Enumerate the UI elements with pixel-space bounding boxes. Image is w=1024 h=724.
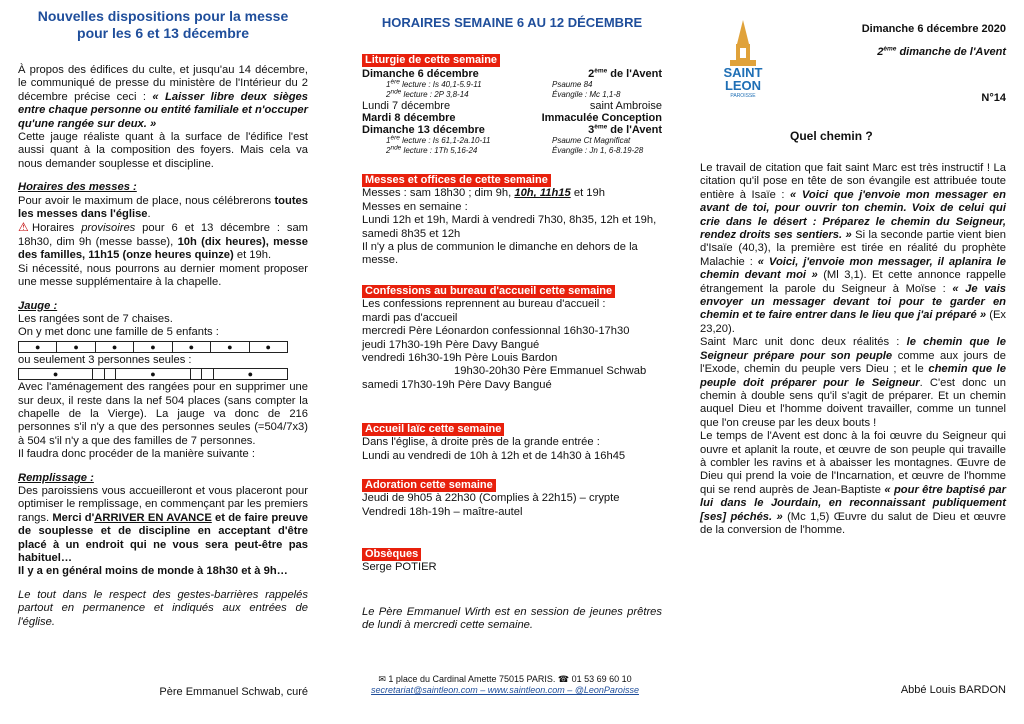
- ador-line-1: Jeudi de 9h05 à 22h30 (Complies à 22h15) – crypte: [362, 492, 620, 505]
- messes-line-4: Il n'y a plus de communion le dimanche en dehors de la messe.: [362, 241, 638, 267]
- messes-line-2: Messes en semaine :: [362, 200, 468, 213]
- saint-leon-logo: [718, 20, 768, 98]
- lit-date: Mardi 8 décembre: [362, 112, 456, 124]
- remp-text: Des paroissiens vous accueilleront et vous placeront pour optimiser le remplissage, en commençant par les premiers rangs.: [18, 484, 308, 524]
- issue-date: Dimanche 6 décembre 2020: [861, 23, 1006, 35]
- conf-line: Les confessions reprennent au bureau d'accueil :: [362, 298, 606, 311]
- horaires-paragraph-3: Si nécessité, nous pourrons au dernier moment proposer une messe supplémentaire à la chapelle.: [18, 262, 308, 289]
- adoration-title: Adoration cette semaine: [362, 479, 496, 492]
- p1c: Si la seconde partie vient bien d'Isaïe (40,3), la première est tirée en réalité du prophète Malachie :: [700, 229, 1006, 268]
- right-header: [806, 22, 1006, 59]
- lit-readings: [362, 136, 662, 146]
- p3b: « pour être baptisé par lui dans le Jourdain, en reconnaissant publiquement [ses] péchés. »: [700, 483, 1006, 523]
- ord-sup: ère: [390, 78, 400, 86]
- middle-heading: HORAIRES SEMAINE 6 AU 12 DÉCEMBRE: [381, 15, 643, 30]
- p3a: Le temps de l'Avent est donc à la foi œuvre du Seigneur qui ouvre et aplanit la route, et œuvre de son peuple qui travaille à combler les ravins et à abaisser les montagnes. Œuvre de Dieu qui prend la voie de l'Incarnation, et œuvre de l'homme qui se rend auprès de Jean-Baptiste: [700, 430, 1006, 496]
- jauge-paragraph-2: Il faudra donc procéder de la manière suivante :: [18, 448, 255, 461]
- footer-address: ✉ 1 place du Cardinal Amette 75015 PARIS. ☎ 01 53 69 60 10: [378, 674, 632, 684]
- ord-sup: nde: [390, 144, 402, 152]
- messes-line-1: [362, 187, 662, 200]
- seat-cell: ●: [213, 369, 287, 380]
- seat-cell: ●: [19, 341, 57, 352]
- accueil-section: [362, 423, 662, 463]
- editorial-p1: [700, 162, 1006, 336]
- lit-sup: ème: [594, 123, 608, 131]
- conf-line: vendredi 16h30-19h Père Louis Bardon: [362, 352, 558, 365]
- editorial-title: Quel chemin ?: [790, 129, 873, 143]
- messes-section: [362, 174, 662, 268]
- messes-title: Messes et offices de cette semaine: [362, 174, 551, 187]
- left-signature: Père Emmanuel Schwab, curé: [159, 686, 308, 698]
- liturgie-title: Liturgie de cette semaine: [362, 54, 500, 67]
- psalm: Psaume 84: [552, 80, 593, 89]
- ord: 1: [386, 136, 391, 145]
- seat-cell: ●: [172, 341, 210, 352]
- ador-line-2: Vendredi 18h-19h – maître-autel: [362, 505, 523, 518]
- p3c: (Mc 1,5) Œuvre du salut de Dieu et œuvre de la conversion de l'homme.: [700, 510, 1006, 536]
- lit-readings: [362, 146, 662, 156]
- accueil-title: Accueil laïc cette semaine: [362, 423, 504, 436]
- logo-paroisse: PAROISSE: [730, 93, 756, 98]
- messes-line-3: Lundi 12h et 19h, Mardi à vendredi 7h30, 8h35, 12h et 19h, samedi 8h35 et 12h: [362, 214, 657, 240]
- footer: [340, 674, 670, 696]
- seat-cell: ●: [95, 341, 133, 352]
- intro-paragraph: [18, 64, 308, 131]
- seat-cell: ●: [57, 341, 95, 352]
- p1g: (Ex 23,20).: [700, 309, 1006, 335]
- obseques-section: [362, 548, 662, 575]
- horaires-sched-prov: provisoires: [81, 222, 136, 235]
- editorial-p3: [700, 430, 1006, 537]
- horaires-paragraph: [18, 195, 308, 222]
- jauge-paragraph: Avec l'aménagement des rangées pour en supprimer une sur deux, il reste dans la nef 504 places (sans compter la chapelle de la Vierge). La jauge va donc de 216 personnes s'il n'y a que des personnes seules (=504/7x3) à 504 s'il n'y a que des familles de 7 personnes.: [18, 381, 308, 447]
- editorial-body: [700, 162, 1006, 537]
- confessions-title: Confessions au bureau d'accueil cette semaine: [362, 285, 615, 298]
- lit-day-4: [362, 124, 662, 136]
- lit-day-3: [362, 112, 662, 124]
- seat-cell: [202, 369, 214, 380]
- horaires-bold: toutes les messes dans l'église: [18, 194, 308, 221]
- lit-name: [588, 124, 662, 136]
- accueil-line-1: Dans l'église, à droite près de la grande entrée :: [362, 436, 600, 449]
- gospel: Évangile : Jn 1, 6-8.19-28: [552, 146, 644, 155]
- lit-name: [588, 68, 662, 80]
- ord-sup: nde: [390, 88, 402, 96]
- messes-c: et 19h: [570, 187, 605, 200]
- reading: lecture : Is 61,1-2a.10-11: [402, 136, 491, 145]
- conf-line: mercredi Père Léonardon confessionnal 16h30-17h30: [362, 325, 630, 338]
- lit-day-2: [362, 100, 662, 112]
- accueil-line-2: Lundi au vendredi de 10h à 12h et de 14h30 à 16h45: [362, 449, 626, 462]
- p1a: Le travail de citation que fait saint Marc est très instructif ! La citation qu'il pose en tête de son évangile est attribuée toute entière à Isaïe :: [700, 162, 1006, 201]
- lit-name-text: de l'Avent: [607, 124, 662, 136]
- seat-cell: ●: [116, 369, 190, 380]
- jauge-heading: Jauge :: [18, 299, 58, 312]
- horaires-heading: Horaires des messes :: [18, 181, 137, 194]
- closing-paragraph: Le tout dans le respect des gestes-barrières rappelés partout en permanence et indiqués aux entrées de l'église.: [18, 588, 308, 628]
- ord: 1: [386, 80, 391, 89]
- reading: lecture : 1Th 5,16-24: [403, 146, 478, 155]
- lit-day-1: [362, 68, 662, 80]
- p2a: Saint Marc unit donc deux réalités :: [700, 336, 907, 349]
- p2c: comme aux jours de l'Exode, chemin du peuple vers Dieu ; et le: [700, 349, 1006, 376]
- adoration-section: [362, 479, 662, 519]
- lit-date: Dimanche 13 décembre: [362, 124, 485, 136]
- warning-icon: ⚠: [18, 220, 29, 235]
- gospel: Évangile : Mc 1,1-8: [552, 90, 621, 99]
- remp-bold-3: et de faire preuve de souplesse et de discipline en acceptant d'être placé à un endroit qui ne vous sera peut-être pas habituel…: [18, 511, 309, 564]
- p1e: (Ml 3,1). Et cette annonce rappelle étrangement la parole du Seigneur à Moïse :: [700, 269, 1006, 295]
- p1d: « Voici, j'envoie mon messager, il aplanira le chemin devant moi »: [700, 255, 1006, 282]
- church-spire-icon: [718, 20, 768, 98]
- conf-line: jeudi 17h30-19h Père Davy Bangué: [362, 338, 540, 351]
- lit-num: 2: [588, 68, 595, 80]
- seating-row-family: [18, 341, 288, 353]
- seat-cell: ●: [249, 341, 287, 352]
- obseques-title: Obsèques: [362, 548, 421, 561]
- intro-paragraph-2: Cette jauge réaliste quant à la surface de l'édifice l'est aussi quant à la composition des foyers. Mais cela va nous demander souplesse et discipline.: [18, 131, 308, 170]
- logo-saint: SAINT: [723, 65, 763, 80]
- conf-line: samedi 17h30-19h Père Davy Bangué: [362, 378, 552, 391]
- ord: 2: [386, 90, 391, 99]
- obseques-name: Serge POTIER: [362, 561, 437, 574]
- reading: lecture : 2P 3,8-14: [403, 90, 469, 99]
- issue-subtitle: [806, 45, 1006, 59]
- p1b: « Voici que j'envoie mon messager en avant de toi, pour ouvrir ton chemin. Voix de celui qui crie dans le désert : Préparez le chemin du Seigneur, rendez droits ses sentiers. »: [700, 188, 1006, 242]
- lit-date: Dimanche 6 décembre: [362, 68, 479, 80]
- p2d: chemin que le peuple doit préparer pour le Seigneur: [700, 363, 1006, 389]
- left-heading-line1: Nouvelles dispositions pour la messe: [37, 8, 289, 24]
- reading: lecture : Is 40,1-5.9-11: [402, 80, 482, 89]
- remplissage-heading: Remplissage :: [18, 471, 94, 484]
- seat-cell: [104, 369, 116, 380]
- lit-num: 3: [588, 124, 595, 136]
- jauge-line-2: On y met donc une famille de 5 enfants :: [18, 326, 219, 339]
- issue-number: N°14: [981, 92, 1006, 104]
- p2b: le chemin que le Seigneur prépare pour son peuple: [700, 336, 1006, 362]
- horaires-sched-bold: 10h (dix heures), messe des familles, 11h15 (onze heures quinze): [18, 235, 308, 262]
- seat-cell: ●: [134, 341, 172, 352]
- horaires-sched-b: pour 6 et 13 décembre : sam 18h30, dim 9h (messe basse),: [18, 222, 308, 248]
- ord-sup: ère: [390, 134, 400, 142]
- p2e: . C'est donc un chemin à double sens qu'il s'agit de préparer. Et un chemin auquel Dieu et l'homme doivent travailler, comme un tunnel que l'on creuse par les deux bouts !: [700, 376, 1006, 429]
- intro-quote: « Laisser libre deux sièges entre chaque personne ou entité familiale et n'occuper qu'une rangée sur deux. »: [18, 90, 308, 130]
- ord: 2: [386, 146, 391, 155]
- remplissage-note: Il y a en général moins de monde à 18h30 et à 9h…: [18, 565, 288, 578]
- lit-name: saint Ambroise: [589, 100, 662, 112]
- horaires-text: Pour avoir le maximum de place, nous célébrerons: [18, 194, 275, 207]
- lit-sup: ème: [594, 67, 608, 75]
- remp-bold-1: Merci d': [52, 511, 95, 524]
- sub-num: 2: [877, 46, 884, 58]
- left-body: [18, 64, 308, 629]
- remplissage-paragraph: [18, 485, 308, 565]
- sub-text: dimanche de l'Avent: [896, 46, 1006, 58]
- lit-readings: [362, 80, 662, 90]
- left-heading-line2: pour les 6 et 13 décembre: [77, 25, 249, 41]
- liturgie-section: [362, 50, 662, 156]
- horaires-sched-a: Horaires: [32, 222, 82, 235]
- lit-name-text: de l'Avent: [607, 68, 662, 80]
- intro-text: À propos des édifices du culte, et jusqu'au 14 décembre, le communiqué de presse du ministère de l'Intérieur du 2 décembre précise ceci :: [18, 64, 308, 103]
- confessions-section: [362, 285, 662, 392]
- seat-cell: ●: [211, 341, 249, 352]
- horaires-sched-c: et 19h.: [233, 249, 272, 262]
- editorial-p2: [700, 336, 1006, 430]
- seat-cell: ●: [19, 369, 93, 380]
- wirth-note: Le Père Emmanuel Wirth est en session de jeunes prêtres de lundi à mercredi cette semaine.: [362, 606, 662, 632]
- left-heading: [18, 8, 308, 42]
- seating-row-singles: [18, 368, 288, 380]
- remp-bold-underline: ARRIVER EN AVANCE: [94, 511, 212, 524]
- jauge-line-3: ou seulement 3 personnes seules :: [18, 353, 192, 366]
- conf-line: 19h30-20h30 Père Emmanuel Schwab: [454, 365, 647, 378]
- seat-cell: [190, 369, 202, 380]
- messes-b: 10h, 11h15: [514, 187, 571, 200]
- horaires-schedule: [18, 221, 308, 262]
- p1f: « Je vais envoyer un messager devant toi pour te garder en chemin et te faire entrer dans le lieu que j'ai préparé »: [700, 282, 1006, 322]
- footer-links[interactable]: secretariat@saintleon.com – www.saintleon.com – @LeonParoisse: [371, 685, 639, 695]
- conf-line: mardi pas d'accueil: [362, 311, 458, 324]
- seat-cell: [93, 369, 105, 380]
- lit-name: Immaculée Conception: [541, 112, 662, 124]
- horaires-end: .: [147, 208, 151, 221]
- messes-a: Messes : sam 18h30 ; dim 9h,: [362, 187, 515, 200]
- lit-date: Lundi 7 décembre: [362, 100, 451, 112]
- psalm: Psaume Ct Magnificat: [552, 136, 631, 145]
- jauge-line-1: Les rangées sont de 7 chaises.: [18, 312, 173, 325]
- logo-leon: LEON: [724, 78, 762, 93]
- sub-sup: ème: [883, 45, 897, 53]
- lit-readings: [362, 90, 662, 100]
- editorial-signature: Abbé Louis BARDON: [900, 684, 1006, 696]
